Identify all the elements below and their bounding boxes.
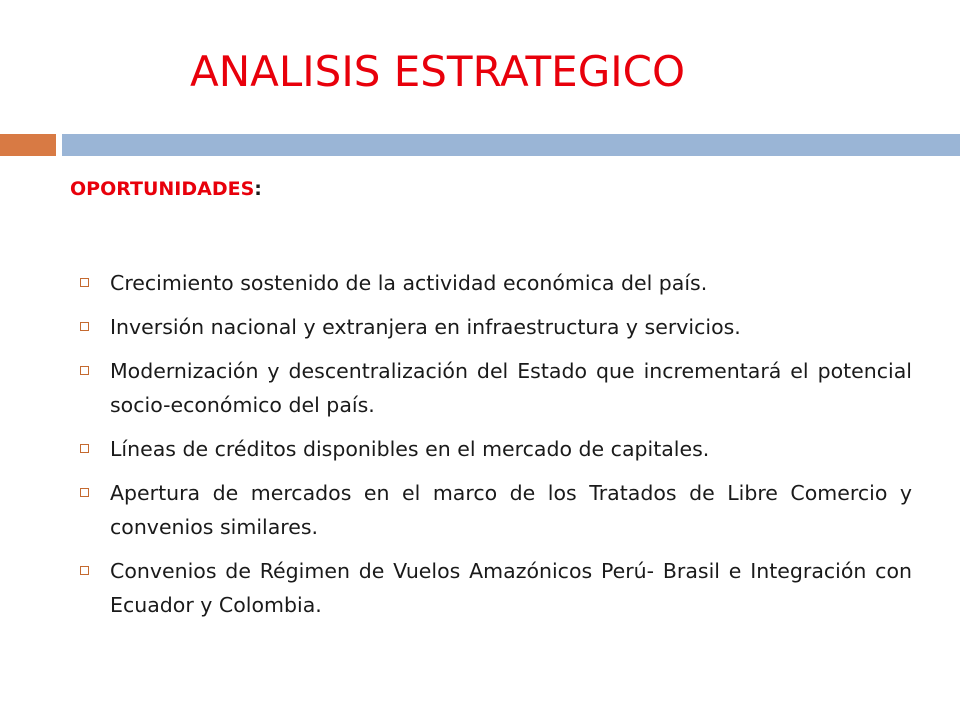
square-bullet-icon xyxy=(80,322,89,331)
accent-band-blue xyxy=(62,134,960,156)
list-item xyxy=(76,554,912,622)
bullet-list xyxy=(76,266,912,632)
bullet-text: Modernización y descentralización del Estado que incrementará el potencial socio-económico del país. xyxy=(110,359,912,417)
square-bullet-icon xyxy=(80,366,89,375)
accent-band-orange xyxy=(0,134,56,156)
bullet-text: Crecimiento sostenido de la actividad económica del país. xyxy=(110,271,708,295)
section-heading-colon: : xyxy=(254,178,262,200)
square-bullet-icon xyxy=(80,444,89,453)
section-heading-label: OPORTUNIDADES xyxy=(70,178,255,200)
square-bullet-icon xyxy=(80,566,89,575)
list-item xyxy=(76,476,912,544)
slide-title: ANALISIS ESTRATEGICO xyxy=(190,47,686,96)
bullet-text: Convenios de Régimen de Vuelos Amazónicos Perú- Brasil e Integración con Ecuador y Colombia. xyxy=(110,559,912,617)
section-heading xyxy=(70,172,262,206)
list-item xyxy=(76,266,912,300)
square-bullet-icon xyxy=(80,488,89,497)
bullet-text: Inversión nacional y extranjera en infraestructura y servicios. xyxy=(110,315,741,339)
list-item xyxy=(76,310,912,344)
bullet-text: Apertura de mercados en el marco de los Tratados de Libre Comercio y convenios similares. xyxy=(110,481,912,539)
bullet-text: Líneas de créditos disponibles en el mercado de capitales. xyxy=(110,437,710,461)
list-item xyxy=(76,432,912,466)
list-item xyxy=(76,354,912,422)
square-bullet-icon xyxy=(80,278,89,287)
